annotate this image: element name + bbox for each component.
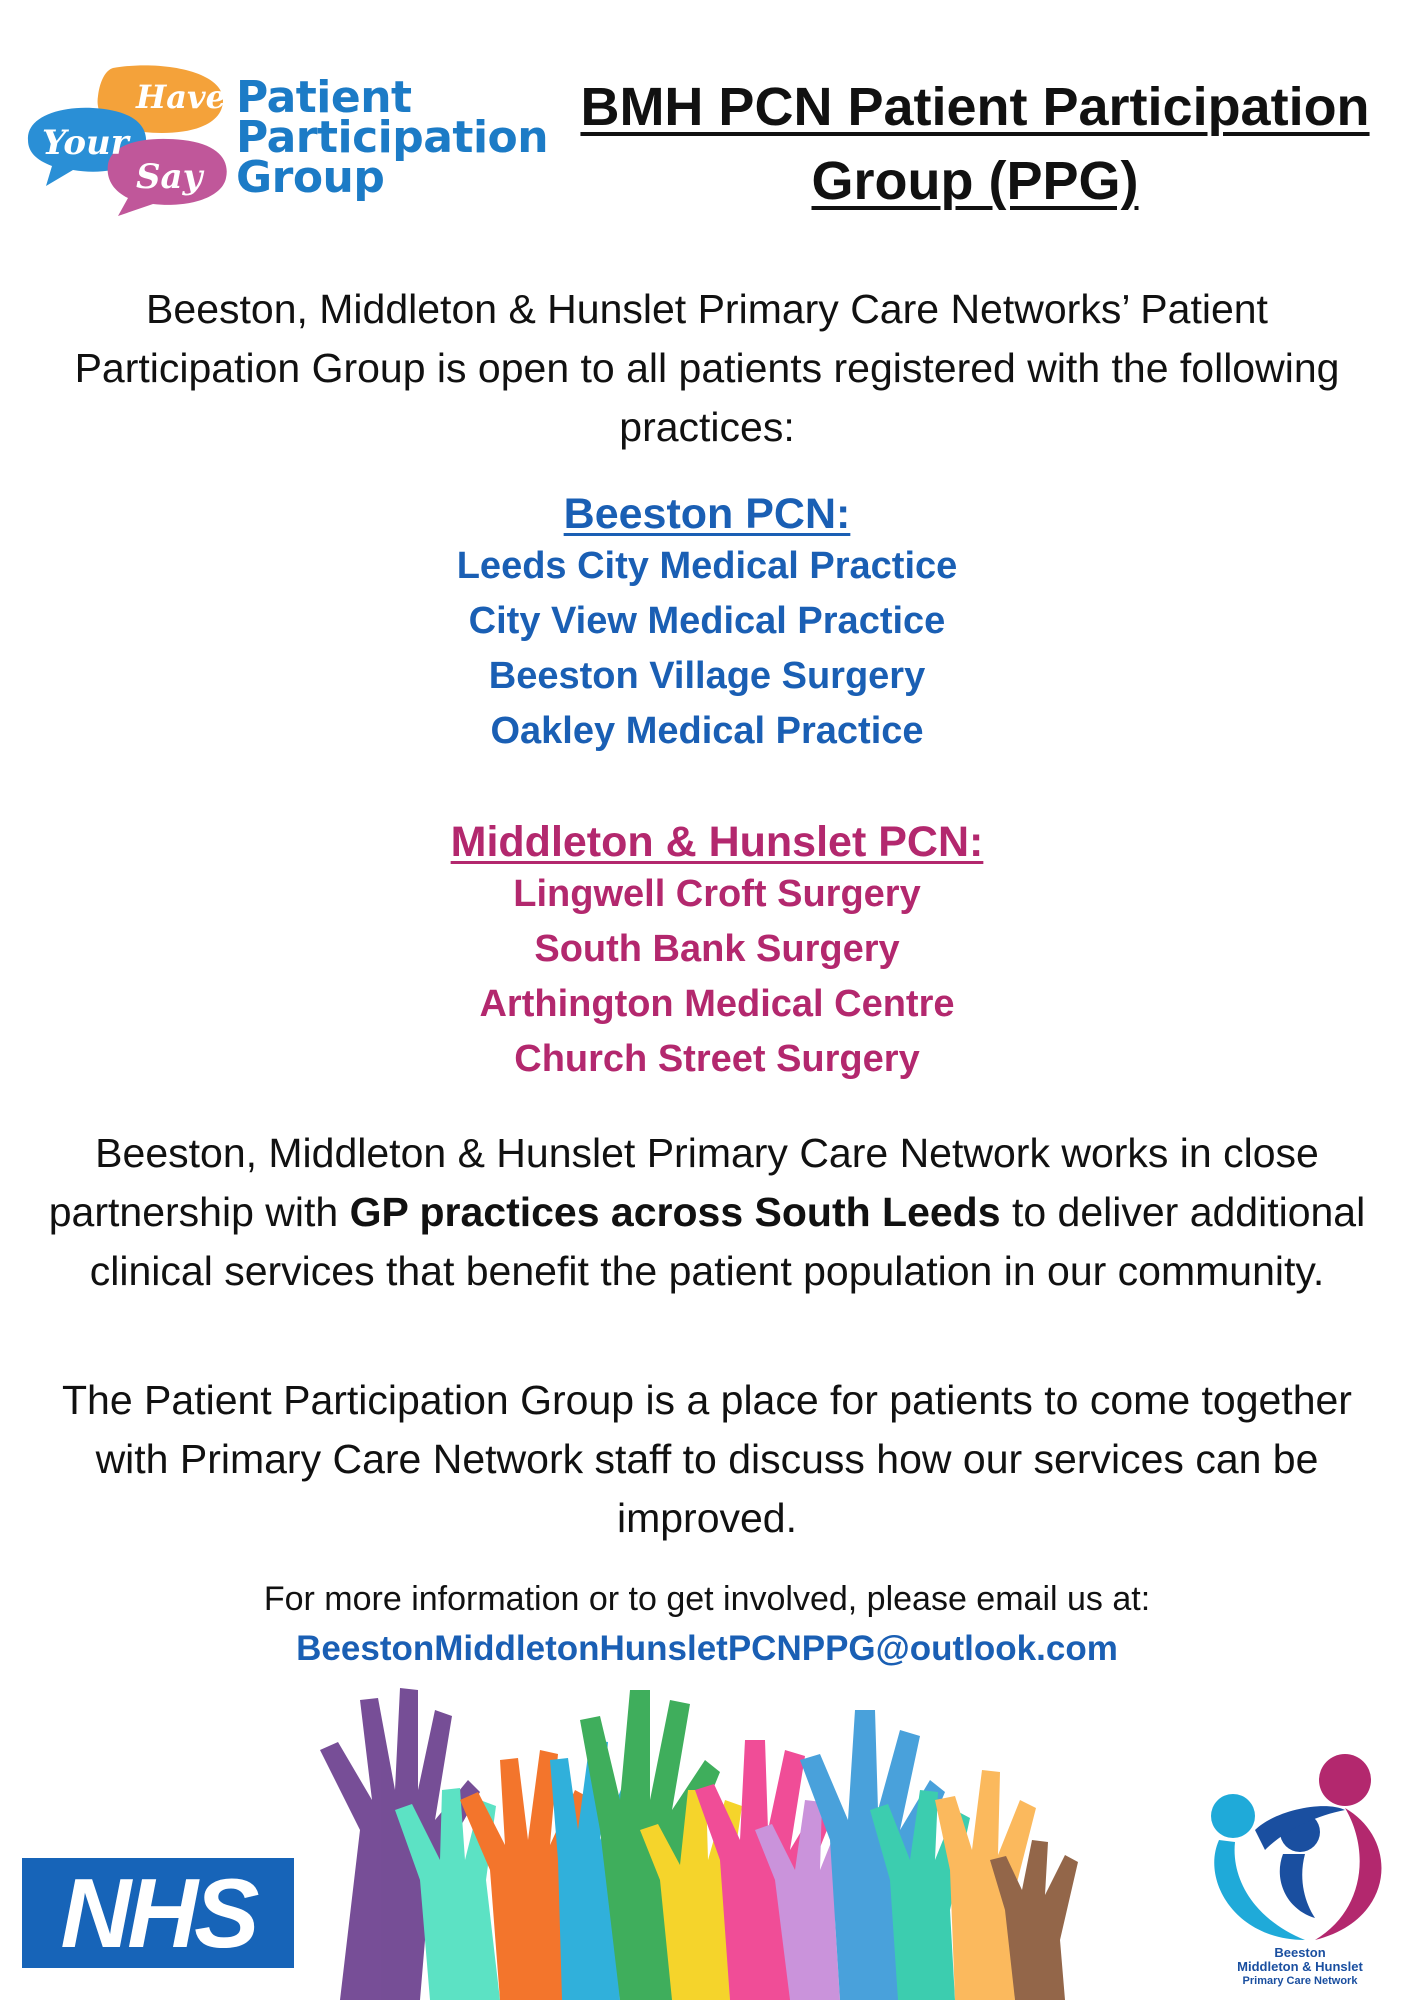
beeston-practice-list — [0, 539, 1414, 759]
partnership-text-start: Beeston, Middleton & Hunslet Primary Care Network works in close partnership with — [48, 1130, 1319, 1235]
beeston-pcn-heading: Beeston PCN: — [563, 490, 851, 538]
bmh-pcn-logo-caption — [1195, 1946, 1405, 1988]
partnership-paragraph — [40, 1124, 1374, 1301]
speech-bubbles-icon — [18, 60, 238, 220]
ppg-purpose-paragraph: The Patient Participation Group is a place for patients to come together with Primary Care Network staff to discuss how our services can be improved. — [62, 1377, 1352, 1541]
contact-section — [0, 1574, 1414, 1674]
logo-line-patient: Patient — [236, 72, 412, 123]
contact-email-link[interactable]: BeestonMiddletonHunsletPCNPPG@outlook.com — [296, 1629, 1118, 1668]
have-your-say-logo — [18, 60, 549, 220]
partnership-text-end: to deliver additional clinical services that benefit the patient population in our community. — [89, 1189, 1366, 1294]
beeston-pcn-section — [0, 490, 1414, 759]
nhs-logo-text: NHS — [60, 1858, 256, 1968]
middleton-hunslet-pcn-section — [0, 818, 1414, 1087]
contact-line: For more information or to get involved, please email us at: — [263, 1580, 1151, 1618]
bmh-caption-line-3: Primary Care Network — [1242, 1975, 1358, 1987]
logo-word-say: Say — [136, 157, 203, 197]
logo-line-group: Group — [236, 152, 385, 203]
nhs-logo — [22, 1858, 294, 1968]
partnership-text-bold: GP practices across South Leeds — [349, 1189, 1001, 1235]
page-title-line-1: BMH PCN Patient Participation — [580, 77, 1370, 137]
practice-item: Church Street Surgery — [514, 1038, 920, 1080]
intro-paragraph: Beeston, Middleton & Hunslet Primary Care Networks’ Patient Participation Group is open to all patients registered with the following practices: — [74, 286, 1340, 450]
practice-item: South Bank Surgery — [534, 928, 900, 970]
page-title-line-2: Group (PPG) — [811, 151, 1139, 211]
practice-item: Oakley Medical Practice — [490, 710, 924, 752]
bmh-caption-line-1: Beeston — [1274, 1945, 1326, 1960]
practice-item: City View Medical Practice — [468, 600, 946, 642]
practice-item: Beeston Village Surgery — [488, 655, 926, 697]
middleton-hunslet-pcn-heading: Middleton & Hunslet PCN: — [450, 818, 984, 866]
middleton-practice-list — [0, 867, 1414, 1087]
pcn-figures-icon — [1195, 1750, 1405, 1946]
practice-item: Leeds City Medical Practice — [456, 545, 958, 587]
logo-word-have: Have — [136, 78, 226, 116]
bmh-caption-line-2: Middleton & Hunslet — [1237, 1959, 1363, 1974]
raised-hands-illustration — [300, 1680, 1140, 2000]
bmh-pcn-logo — [1195, 1750, 1405, 1990]
page-title — [550, 70, 1400, 218]
logo-wordmark — [236, 72, 549, 203]
practice-item: Lingwell Croft Surgery — [513, 873, 921, 915]
logo-word-your: Your — [42, 123, 129, 163]
logo-line-participation: Participation — [236, 112, 549, 163]
practice-item: Arthington Medical Centre — [479, 983, 955, 1025]
